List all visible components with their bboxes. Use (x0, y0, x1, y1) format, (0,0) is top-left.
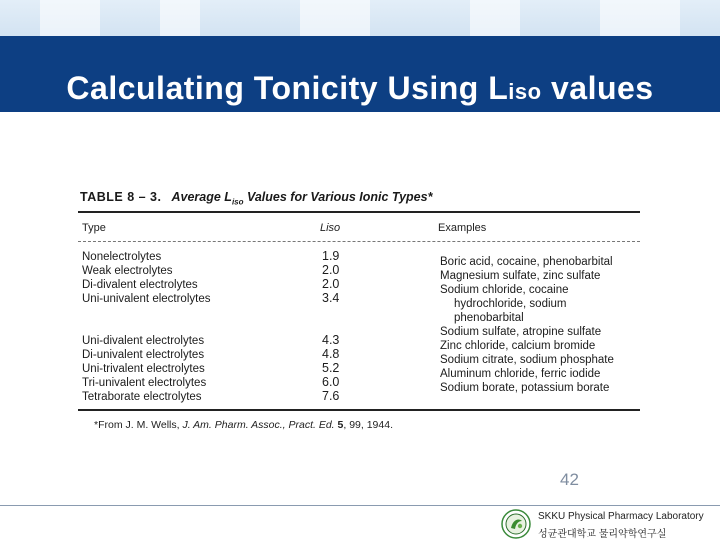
table-row-type: Weak electrolytes (82, 265, 173, 277)
slide-title (0, 70, 720, 107)
caption-subscript: iso (231, 197, 244, 207)
table-row-liso: 4.8 (322, 347, 340, 361)
slide-title-subscript: iso (508, 79, 542, 104)
table-row-liso: 7.6 (322, 389, 340, 403)
footer-divider (0, 505, 720, 506)
table-row-liso: 2.0 (322, 277, 340, 291)
title-banner (0, 0, 720, 112)
footnote-pages-year: , 99, 1944. (343, 419, 393, 431)
header-rule (78, 241, 640, 242)
caption-prefix: Average (171, 190, 225, 204)
table-row-type: Uni-univalent electrolytes (82, 293, 211, 305)
table-row-liso: 1.9 (322, 249, 340, 263)
caption-l: L (224, 190, 232, 204)
table-row-example: Aluminum chloride, ferric iodide (440, 368, 601, 380)
footnote-journal: J. Am. Pharm. Assoc., Pract. Ed. (182, 419, 335, 431)
header-examples: Examples (438, 222, 487, 234)
table-row-type: Uni-trivalent electrolytes (82, 363, 205, 375)
banner-highlight-strip (0, 0, 720, 36)
table-row-liso: 2.0 (322, 263, 340, 277)
caption-suffix: Values for Various Ionic Types* (243, 190, 433, 204)
table-row-example: Sodium borate, potassium borate (440, 382, 610, 394)
slide-title-end: values (541, 70, 654, 106)
header-type: Type (82, 222, 106, 234)
table-footnote (94, 419, 393, 431)
table-row-type: Nonelectrolytes (82, 251, 162, 263)
table-caption (80, 190, 432, 207)
table-top-rule (78, 211, 640, 213)
table-row-type: Di-univalent electrolytes (82, 349, 205, 361)
table-row-type: Tetraborate electrolytes (82, 391, 202, 403)
table-row-example: Sodium citrate, sodium phosphate (440, 354, 614, 366)
table-row-type: Di-divalent electrolytes (82, 279, 198, 291)
university-seal-icon (501, 509, 531, 539)
page-number: 42 (560, 470, 579, 489)
lab-name-english: SKKU Physical Pharmacy Laboratory (538, 511, 704, 522)
footnote-volume: 5 (337, 419, 344, 431)
table-row-example: Boric acid, cocaine, phenobarbital (440, 256, 613, 268)
footnote-author: *From J. M. Wells, (94, 419, 183, 431)
table-row-type: Uni-divalent electrolytes (82, 335, 205, 347)
table-row-example: Magnesium sulfate, zinc sulfate (440, 270, 601, 282)
liso-table-figure (78, 186, 644, 436)
table-row-liso: 5.2 (322, 361, 340, 375)
table-row-liso: 6.0 (322, 375, 340, 389)
table-bottom-rule (78, 409, 640, 411)
table-row-example: hydrochloride, sodium (454, 298, 567, 310)
table-row-liso: 4.3 (322, 333, 340, 347)
table-row-example: Zinc chloride, calcium bromide (440, 340, 596, 352)
header-liso: Liso (320, 222, 341, 234)
table-row-example: Sodium chloride, cocaine (440, 284, 569, 296)
table-label: TABLE 8 – 3. (80, 190, 162, 204)
slide-title-main: Calculating Tonicity Using L (66, 70, 509, 106)
lab-name-korean: 성균관대학교 물리약학연구실 (538, 529, 667, 540)
table-row-example: phenobarbital (454, 312, 524, 324)
table-row-type: Tri-univalent electrolytes (82, 377, 207, 389)
table-row-liso: 3.4 (322, 291, 340, 305)
table-row-example: Sodium sulfate, atropine sulfate (440, 326, 602, 338)
